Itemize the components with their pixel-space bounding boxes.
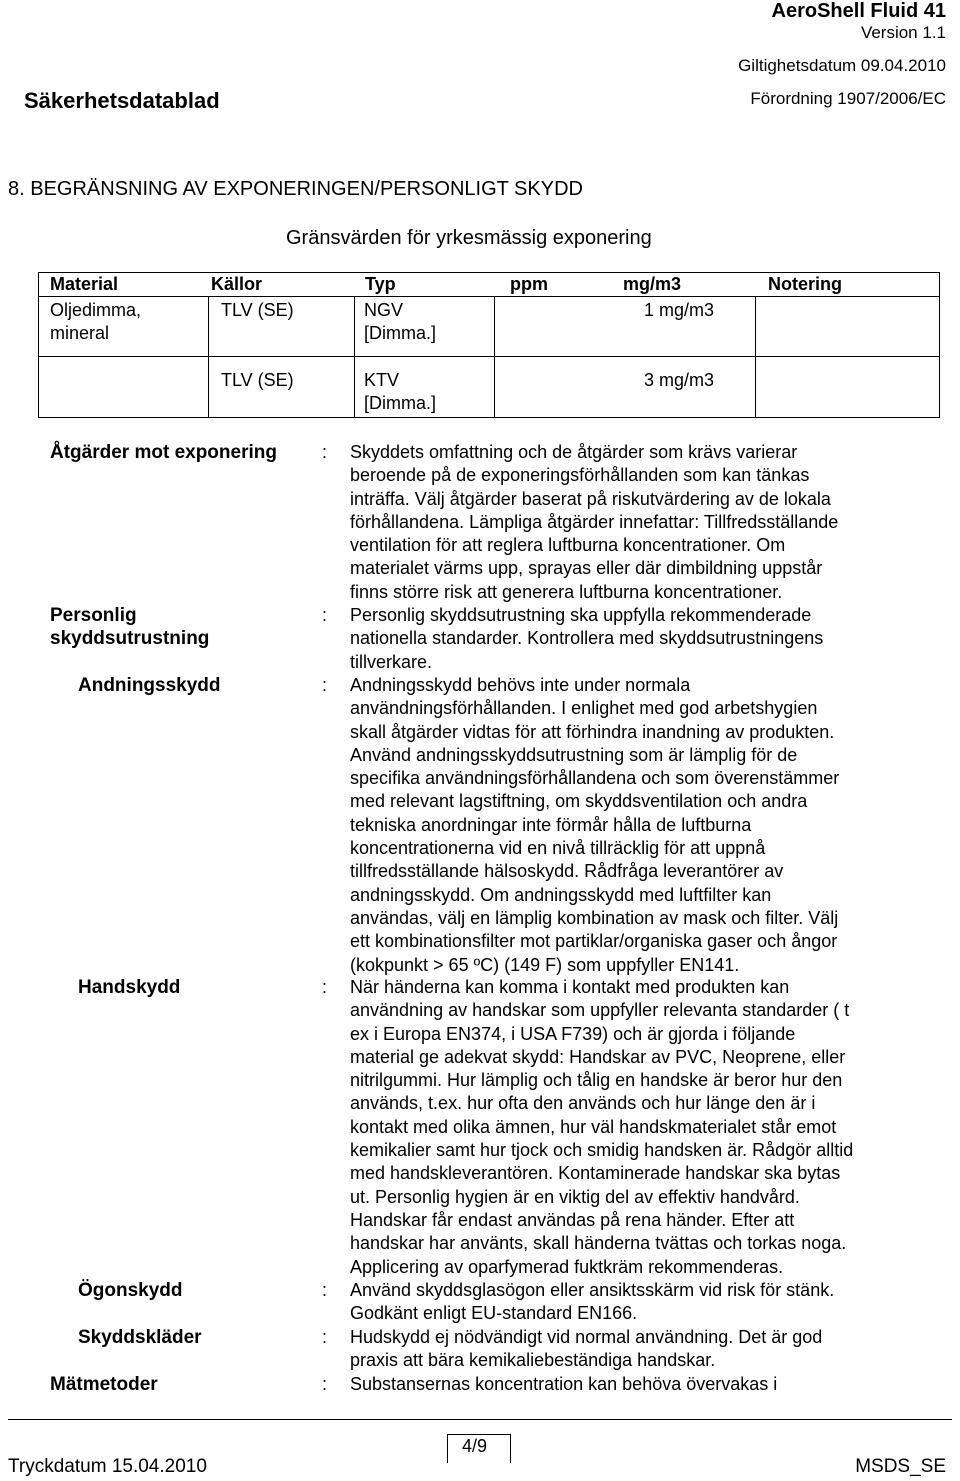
row1-source: TLV (SE) — [221, 300, 294, 320]
version-label: Version 1.1 — [860, 23, 946, 42]
exposure-limits-table — [38, 272, 940, 418]
row1-type-line2: [Dimma.] — [364, 323, 436, 343]
regulation-label: Förordning 1907/2006/EC — [750, 89, 946, 108]
colon: : — [322, 442, 328, 462]
text-respiratory: Andningsskydd behövs inte under normala användningsförhållanden. I enlighet med god arbetshygien skall åtgärder vidtas för att förhindra inandning av produkten. Använd andningsskyddsutrustning som är lämplig för de specifika användningsförhållandena och som överenstämmer med relevant lagstiftning, om skyddsventilation och andra tekniska anordningar inte förmår hålla de luftburna koncentrationerna vid en nivå tillräcklig för att uppnå tillfredsställande hälsoskydd. Rådfråga leverantörer av andningsskydd. Om andningsskydd med luftfilter kan användas, välj en lämplig kombination av mask och filter. Välj ett kombinationsfilter mot partiklar/organiska gaser och ångor (kokpunkt > 65 ºC) (149 F) som uppfyller EN141. — [350, 675, 840, 975]
text-hand-protection: När händerna kan komma i kontakt med produkten kan användning av handskar som uppfyller relevanta standarder ( t ex i Europa EN374, i USA F739) och är gjorda i följande material ge adekvat skydd: Handskar av PVC, Neoprene, eller nitrilgummi. Hur lämplig och tålig en handske är beror hur den används, t.ex. hur ofta den används och hur länge den är i kontakt med olika ämnen, hur väl handskmaterialet står emot kemikalier samt hur tjock och smidig handsken är. Rådgör alltid med handskleverantören. Kontaminerade handskar ska bytas ut. Personlig hygien är en viktig del av effektiv handvård. Handskar får endast användas på rena händer. Efter att handskar har använts, skall händerna tvättas och torkas noga. Applicering av oparfymerad fuktkräm rekommenderas. — [350, 977, 854, 1277]
label-respiratory: Andningsskydd — [78, 675, 221, 696]
col-header-type: Typ — [365, 274, 396, 294]
row2-type-line1: KTV — [364, 370, 400, 390]
footer-divider — [8, 1419, 952, 1420]
label-eye-protection: Ögonskydd — [78, 1280, 183, 1301]
col-header-note: Notering — [768, 274, 842, 294]
colon: : — [322, 1280, 328, 1300]
row2-source: TLV (SE) — [221, 370, 294, 390]
document-type: Säkerhetsdatablad — [24, 88, 220, 113]
validity-date: Giltighetsdatum 09.04.2010 — [738, 56, 946, 75]
row2-type-line2: [Dimma.] — [364, 393, 436, 413]
col-header-source: Källor — [211, 274, 263, 294]
row2-mgm3: 3 mg/m3 — [644, 370, 715, 390]
document-code: MSDS_SE — [855, 1456, 946, 1477]
label-hand-protection: Handskydd — [78, 977, 181, 998]
text-eye-protection: Använd skyddsglasögon eller ansiktsskärm vid risk för stänk. Godkänt enligt EU-standard EN166. — [350, 1280, 835, 1324]
label-personal-protection-2: skyddsutrustning — [50, 628, 210, 649]
label-exposure-measures: Åtgärder mot exponering — [50, 442, 277, 463]
text-personal-protection: Personlig skyddsutrustning ska uppfylla rekommenderade nationella standarder. Kontrollera med skyddsutrustningens tillverkare. — [350, 605, 824, 672]
colon: : — [322, 977, 328, 997]
page-number: 4/9 — [462, 1436, 488, 1456]
text-exposure-measures: Skyddets omfattning och de åtgärder som krävs varierar beroende på de exponeringsförhållanden som kan tänkas inträffa. Välj åtgärder baserat på riskutvärdering av de lokala förhållandena. Lämpliga åtgärder innefattar: Tillfredsställande ventilation för att reglera luftburna koncentrationer. Om materialet värms upp, sprayas eller där dimbildning uppstår finns större risk att generera luftburna koncentrationer. — [350, 442, 839, 602]
label-personal-protection-1: Personlig — [50, 605, 137, 626]
text-protective-clothing: Hudskydd ej nödvändigt vid normal användning. Det är god praxis att bära kemikaliebeständiga handskar. — [350, 1327, 823, 1371]
colon: : — [322, 605, 328, 625]
colon: : — [322, 1327, 328, 1347]
col-header-ppm: ppm — [510, 274, 548, 294]
col-header-mgm3: mg/m3 — [623, 274, 682, 294]
row1-type-line1: NGV — [364, 300, 404, 320]
print-date: Tryckdatum 15.04.2010 — [8, 1456, 207, 1477]
label-protective-clothing: Skyddskläder — [78, 1327, 202, 1348]
section-title: 8. BEGRÄNSNING AV EXPONERINGEN/PERSONLIGT SKYDD — [8, 178, 583, 200]
product-name: AeroShell Fluid 41 — [771, 0, 946, 22]
col-header-material: Material — [50, 274, 119, 294]
text-measuring-methods: Substansernas koncentration kan behöva övervakas i — [350, 1374, 778, 1394]
row1-material-line2: mineral — [50, 323, 110, 343]
section-subtitle: Gränsvärden för yrkesmässig exponering — [286, 227, 652, 249]
colon: : — [322, 1374, 328, 1394]
label-measuring-methods: Mätmetoder — [50, 1374, 158, 1395]
colon: : — [322, 675, 328, 695]
row1-material-line1: Oljedimma, — [50, 300, 142, 320]
row1-mgm3: 1 mg/m3 — [644, 300, 715, 320]
